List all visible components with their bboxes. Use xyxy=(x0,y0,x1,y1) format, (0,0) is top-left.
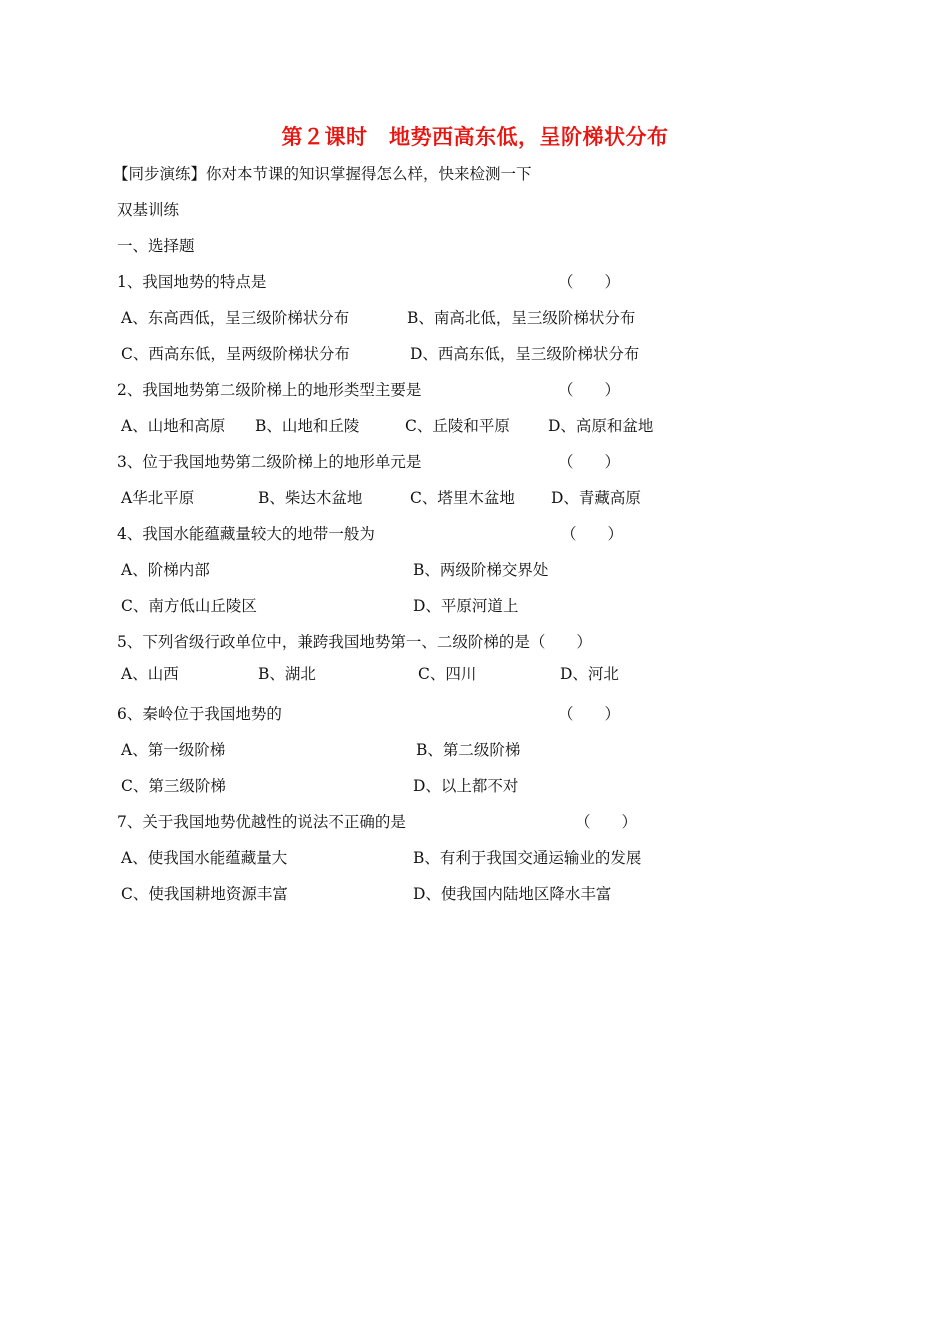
option-a: A、阶梯内部 xyxy=(121,561,210,579)
option-d: D、青藏高原 xyxy=(551,489,641,507)
option-d: D、西高东低，呈三级阶梯状分布 xyxy=(410,345,640,363)
option-d: D、使我国内陆地区降水丰富 xyxy=(413,885,612,903)
option-c: C、四川 xyxy=(418,665,477,683)
question-stem: 2、我国地势第二级阶梯上的地形类型主要是 xyxy=(117,381,422,399)
section-heading: 双基训练 xyxy=(117,201,180,219)
option-b: B、南高北低，呈三级阶梯状分布 xyxy=(407,309,636,327)
option-a: A、使我国水能蕴藏量大 xyxy=(121,849,288,867)
option-d: D、平原河道上 xyxy=(413,597,519,615)
option-b: B、两级阶梯交界处 xyxy=(413,561,549,579)
question-stem: 6、秦岭位于我国地势的 xyxy=(117,705,282,723)
option-b: B、柴达木盆地 xyxy=(258,489,363,507)
option-c: C、西高东低，呈两级阶梯状分布 xyxy=(121,345,350,363)
answer-blank: （ ） xyxy=(561,525,624,543)
option-c: C、使我国耕地资源丰富 xyxy=(121,885,288,903)
subsection-heading: 一、选择题 xyxy=(117,237,195,255)
option-d: D、河北 xyxy=(560,665,619,683)
answer-blank: （ ） xyxy=(558,705,621,723)
option-c: C、塔里木盆地 xyxy=(410,489,515,507)
practice-intro: 【同步演练】你对本节课的知识掌握得怎么样，快来检测一下 xyxy=(113,165,532,183)
question-stem: 5、下列省级行政单位中，兼跨我国地势第一、二级阶梯的是（ ） xyxy=(117,633,592,651)
option-a: A、山西 xyxy=(121,665,179,683)
answer-blank: （ ） xyxy=(575,813,638,831)
question-stem: 4、我国水能蕴藏量较大的地带一般为 xyxy=(117,525,375,543)
question-stem: 3、位于我国地势第二级阶梯上的地形单元是 xyxy=(117,453,422,471)
option-a: A华北平原 xyxy=(121,489,195,507)
lesson-title: 第２课时 地势西高东低，呈阶梯状分布 xyxy=(281,125,669,149)
option-a: A、第一级阶梯 xyxy=(121,741,226,759)
option-b: B、湖北 xyxy=(258,665,316,683)
option-b: B、有利于我国交通运输业的发展 xyxy=(413,849,642,867)
option-d: D、以上都不对 xyxy=(413,777,519,795)
answer-blank: （ ） xyxy=(558,381,621,399)
option-d: D、高原和盆地 xyxy=(548,417,654,435)
option-c: C、南方低山丘陵区 xyxy=(121,597,257,615)
option-c: C、第三级阶梯 xyxy=(121,777,226,795)
option-b: B、第二级阶梯 xyxy=(416,741,521,759)
option-b: B、山地和丘陵 xyxy=(255,417,360,435)
option-a: A、山地和高原 xyxy=(121,417,226,435)
question-stem: 7、关于我国地势优越性的说法不正确的是 xyxy=(117,813,406,831)
answer-blank: （ ） xyxy=(558,273,621,291)
option-c: C、丘陵和平原 xyxy=(405,417,510,435)
question-stem: 1、我国地势的特点是 xyxy=(117,273,267,291)
option-a: A、东高西低，呈三级阶梯状分布 xyxy=(121,309,350,327)
answer-blank: （ ） xyxy=(558,453,621,471)
